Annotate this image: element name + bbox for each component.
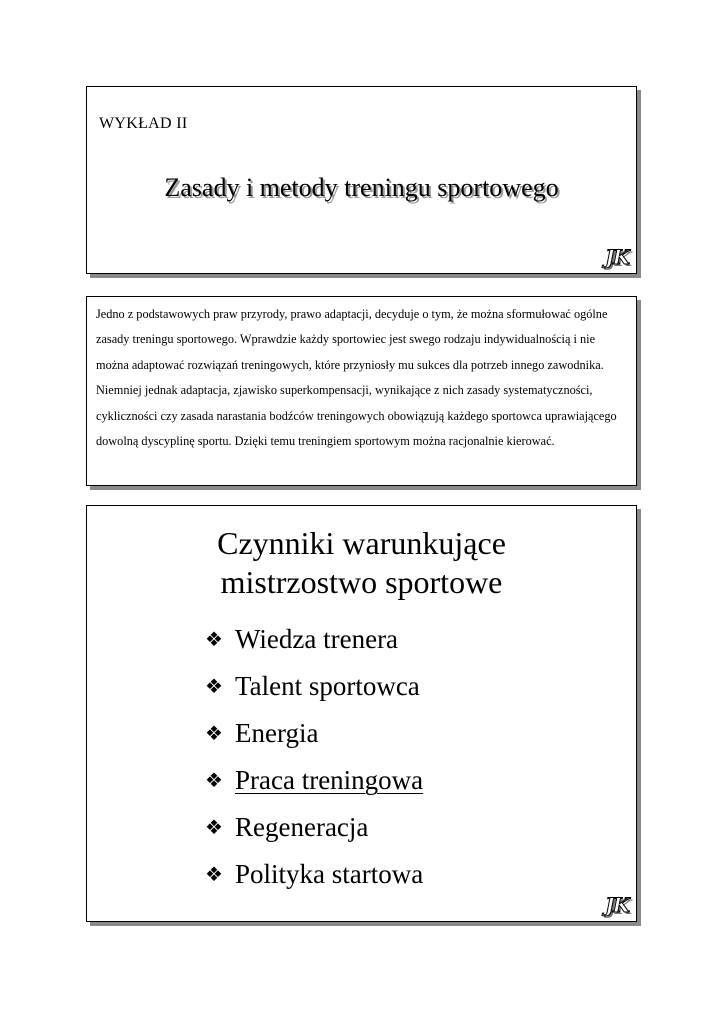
diamond-bullet-icon: ❖ — [205, 674, 223, 698]
slide-heading-line-1: Czynniki warunkujące — [217, 525, 506, 561]
list-item — [205, 757, 423, 804]
list-item — [205, 804, 423, 851]
list-item — [205, 851, 423, 898]
diamond-bullet-icon: ❖ — [205, 815, 223, 839]
factors-slide — [86, 505, 637, 922]
diamond-bullet-icon: ❖ — [205, 862, 223, 886]
note-paragraph: Jedno z podstawowych praw przyrody, prawo adaptacji, decyduje o tym, że można sformułować ogólne zasady treningu sportowego. Wprawdzie każdy sportowiec jest swego rodzaju indywidualnością i nie można adaptować rozwiązań treningowych, które przyniosły mu sukces dla potrzeb innego zawodnika. Niemniej jednak adaptacja, zjawisko superkompensacji, wynikające z nich zasady systematyczności, cykliczności czy zasada narastania bodźców treningowych obowiązują każdego sportowca uprawiającego dowolną dyscyplinę sportu. Dzięki temu treningiem sportowym można racjonalnie kierować. — [96, 307, 617, 449]
factors-list — [205, 616, 423, 898]
list-item-label: Regeneracja — [235, 812, 369, 842]
diamond-bullet-icon: ❖ — [205, 627, 223, 651]
list-item — [205, 710, 423, 757]
slide-title: Zasady i metody treningu sportowego — [164, 173, 559, 202]
list-item-label: Praca treningowa — [235, 765, 424, 795]
lecture-note — [86, 296, 637, 486]
diamond-bullet-icon: ❖ — [205, 768, 223, 792]
jk-logo: JK — [605, 245, 628, 269]
list-item-label: Wiedza trenera — [235, 624, 399, 654]
title-slide — [86, 86, 637, 274]
list-item — [205, 663, 423, 710]
lecture-label: WYKŁAD II — [99, 115, 188, 132]
list-item — [205, 616, 423, 663]
slide-heading-line-2: mistrzostwo sportowe — [220, 564, 503, 600]
list-item-label: Energia — [235, 718, 319, 748]
list-item-label: Polityka startowa — [235, 859, 424, 889]
list-item-label: Talent sportowca — [235, 671, 420, 701]
jk-logo: JK — [605, 893, 628, 917]
slide-heading — [87, 524, 636, 602]
diamond-bullet-icon: ❖ — [205, 721, 223, 745]
